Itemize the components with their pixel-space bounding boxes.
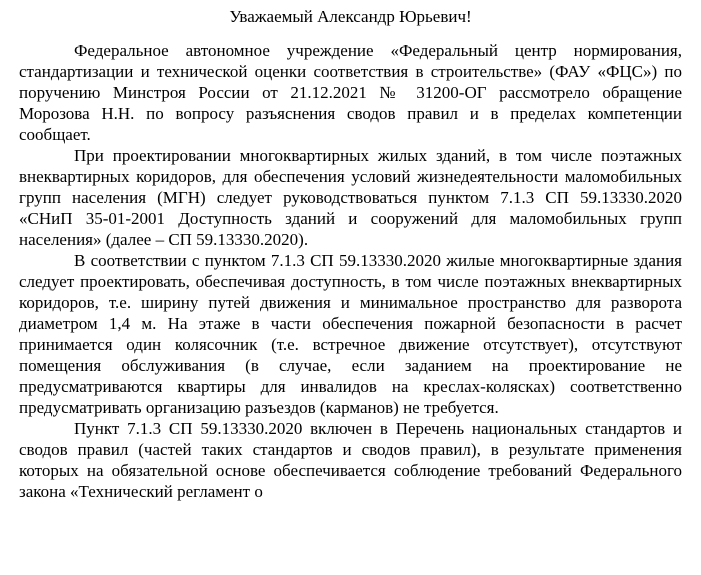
paragraph-clause-7-1-3: В соответствии с пунктом 7.1.3 СП 59.13330.2020 жилые многоквартирные здания следует проектировать, обеспечивая доступность, в том числе поэтажных внеквартирных коридоров, т.е. ширину путей движения и минимальное пространство для разворота диаметром 1,4 м. На этаже в части обеспечения пожарной безопасности в расчет принимается один колясочник (т.е. встречное движение отсутствует), отсутствуют помещения обслуживания (в случае, если заданием на проектирование не предусматриваются квартиры для инвалидов на креслах-колясках) соответственно предусматривать организацию разъездов (карманов) не требуется. — [19, 251, 682, 417]
paragraph-design-requirements: При проектировании многоквартирных жилых зданий, в том числе поэтажных внеквартирных коридоров, для обеспечения условий жизнедеятельности маломобильных групп населения (МГН) следует руководствоваться пунктом 7.1.3 СП 59.13330.2020 «СНиП 35-01-2001 Доступность зданий и сооружений для маломобильных групп населения» (далее – СП 59.13330.2020). — [19, 146, 682, 249]
letter-page — [19, 0, 682, 502]
letter-greeting: Уважаемый Александр Юрьевич! — [229, 7, 472, 26]
paragraph-intro: Федеральное автономное учреждение «Федеральный центр нормирования, стандартизации и технической оценки соответствия в строительстве» (ФАУ «ФЦС») по поручению Минстроя России от 21.12.2021 № 31200-ОГ рассмотрело обращение Морозова Н.Н. по вопросу разъяснения сводов правил и в пределах компетенции сообщает. — [19, 41, 682, 144]
paragraph-mandatory-list: Пункт 7.1.3 СП 59.13330.2020 включен в Перечень национальных стандартов и сводов правил (частей таких стандартов и сводов правил), в результате применения которых на обязательной основе обеспечивается соблюдение требований Федерального закона «Технический регламент о — [19, 419, 682, 501]
